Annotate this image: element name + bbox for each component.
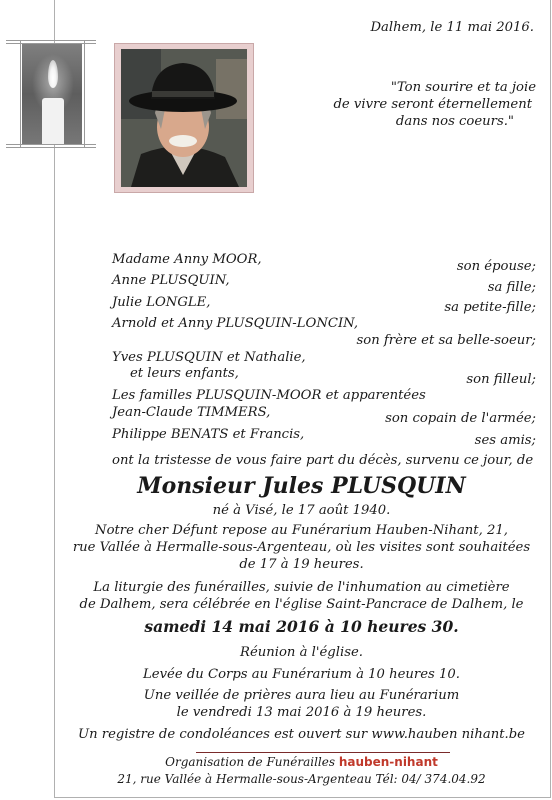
brand-logo: hauben-nihant [338, 755, 438, 769]
condolence-register: Un registre de condoléances est ouvert sur www.hauben nihant.be [78, 727, 525, 742]
levee-info: Levée du Corps au Funérarium à 10 heures 10. [143, 667, 460, 682]
family-name: Philippe BENATS et Francis, [112, 427, 305, 442]
meeting-info: Réunion à l'église. [240, 645, 363, 660]
candle-icon [6, 40, 96, 148]
vigil-line-1: Une veillée de prières aura lieu au Funérarium [143, 688, 460, 703]
family-relation: son copain de l'armée; [385, 411, 536, 426]
deceased-birth: né à Visé, le 17 août 1940. [212, 503, 391, 518]
family-relation: son épouse; [456, 259, 536, 274]
family-relation: son filleul; [466, 372, 536, 387]
viewing-line-2: rue Vallée à Hermalle-sous-Argenteau, où les visites sont souhaitées [72, 540, 531, 555]
funeral-date: samedi 14 mai 2016 à 10 heures 30. [144, 617, 459, 636]
family-name-continued: et leurs enfants, [130, 366, 239, 381]
announcement: ont la tristesse de vous faire part du décès, survenu ce jour, de [112, 453, 534, 468]
family-relation: sa fille; [487, 280, 536, 295]
funeral-line-1: La liturgie des funérailles, suivie de l'inhumation au cimetière [93, 580, 510, 595]
vigil-line-2: le vendredi 13 mai 2016 à 19 heures. [176, 705, 427, 720]
family-name: Jean-Claude TIMMERS, [112, 405, 271, 420]
family-name: Les familles PLUSQUIN-MOOR et apparentées [112, 388, 426, 403]
footer-address: 21, rue Vallée à Hermalle-sous-Argenteau Tél: 04/ 374.04.92 [117, 772, 486, 786]
family-relation: sa petite-fille; [444, 300, 536, 315]
quote-line-3: dans nos coeurs." [395, 114, 514, 129]
family-relation: son frère et sa belle-soeur; [356, 333, 536, 348]
family-name: Arnold et Anny PLUSQUIN-LONCIN, [112, 316, 359, 331]
family-name: Yves PLUSQUIN et Nathalie, [112, 350, 306, 365]
organisation-label: Organisation de Funérailles [165, 755, 336, 769]
viewing-line-1: Notre cher Défunt repose au Funérarium Hauben-Nihant, 21, [95, 523, 508, 538]
footer-divider [196, 752, 450, 753]
viewing-line-3: de 17 à 19 heures. [239, 557, 364, 572]
family-name: Anne PLUSQUIN, [112, 273, 230, 288]
quote-line-2: de vivre seront éternellement [333, 97, 532, 112]
funeral-line-2: de Dalhem, sera célébrée en l'église Saint-Pancrace de Dalhem, le [79, 597, 524, 612]
portrait-photo [114, 43, 254, 193]
family-name: Julie LONGLE, [112, 295, 211, 310]
family-name: Madame Anny MOOR, [112, 252, 262, 267]
deceased-name: Monsieur Jules PLUSQUIN [137, 473, 466, 499]
quote-line-1: "Ton sourire et ta joie [390, 80, 536, 95]
family-relation: ses amis; [474, 433, 536, 448]
place-date: Dalhem, le 11 mai 2016. [370, 20, 534, 35]
footer-organisation [54, 756, 549, 770]
